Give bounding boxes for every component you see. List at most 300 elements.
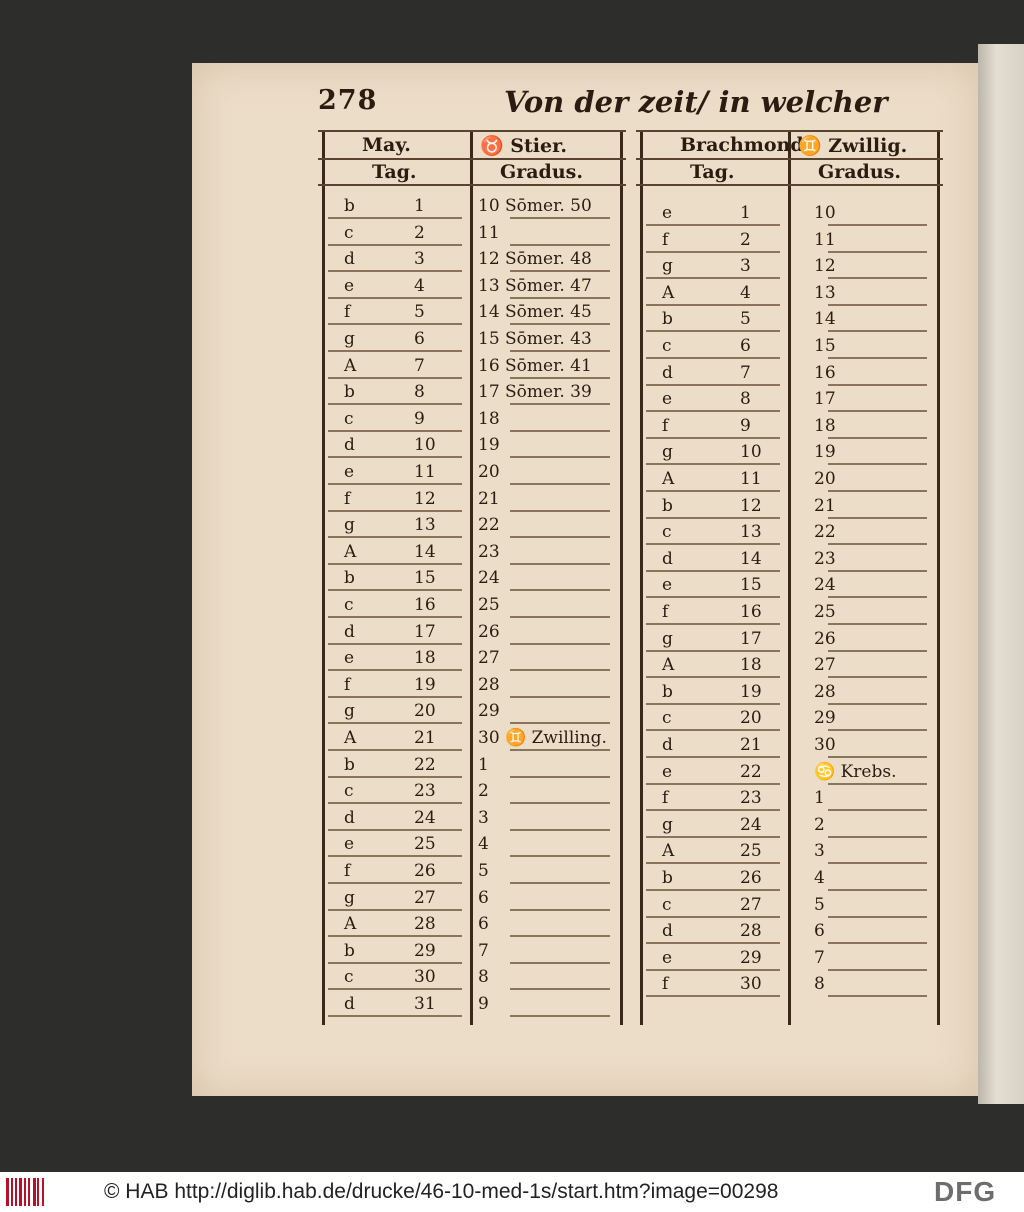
weekday-letter: e [344, 834, 355, 855]
row-rule [510, 323, 610, 325]
degree-value: 29 [478, 701, 500, 722]
row-rule [328, 510, 462, 512]
row-rule [828, 410, 927, 412]
day-number: 26 [414, 861, 436, 881]
day-number: 11 [740, 469, 762, 489]
day-number: 18 [740, 655, 762, 676]
day-number: 23 [414, 781, 436, 802]
day-number: 3 [740, 256, 751, 277]
row-rule [828, 224, 927, 226]
row-rule [828, 809, 927, 811]
row-rule [328, 1015, 462, 1017]
row-rule [646, 304, 780, 306]
row-rule [828, 596, 927, 598]
weekday-letter: d [344, 994, 355, 1014]
row-rule [828, 384, 927, 386]
weekday-letter: b [344, 568, 355, 589]
row-rule [510, 643, 610, 645]
row-rule [510, 722, 610, 724]
month-header: May. [362, 134, 411, 156]
weekday-letter: d [662, 548, 673, 569]
row-rule [328, 962, 462, 964]
row-rule [510, 217, 610, 219]
degree-value: 11 [478, 222, 500, 243]
row-rule [646, 836, 780, 838]
day-number: 4 [740, 282, 751, 303]
degree-value: 1 [814, 788, 825, 809]
degree-value: 24 [478, 568, 500, 589]
degree-value: 27 [478, 648, 500, 669]
day-number: 20 [414, 701, 436, 722]
row-rule [828, 437, 927, 439]
degree-value: 19 [814, 442, 836, 463]
degree-value: 6 [478, 914, 489, 935]
row-rule [328, 536, 462, 538]
degree-value: 1 [478, 754, 489, 775]
row-rule [510, 297, 610, 299]
logo-bar [42, 1178, 44, 1206]
day-number: 6 [740, 336, 751, 356]
degree-value: 28 [814, 681, 836, 702]
weekday-letter: d [662, 362, 673, 383]
row-rule [510, 669, 610, 671]
weekday-letter: f [344, 861, 351, 881]
day-header: Tag. [690, 161, 735, 183]
degree-value: 28 [478, 674, 500, 695]
day-number: 13 [414, 515, 436, 536]
weekday-letter: e [344, 462, 355, 482]
row-rule [328, 563, 462, 565]
logo-bar [6, 1178, 9, 1206]
day-number: 5 [740, 309, 751, 330]
day-number: 21 [740, 735, 762, 755]
degree-value: 24 [814, 575, 836, 596]
degree-value: 15 [814, 336, 836, 356]
weekday-letter: f [662, 229, 669, 250]
degree-value: 26 [478, 621, 500, 642]
degree-value: 17 Sōmer. 39 [478, 382, 592, 403]
day-number: 20 [740, 708, 762, 729]
degree-value: 21 [814, 495, 836, 516]
row-rule [828, 783, 927, 785]
degree-value: 12 Sōmer. 48 [478, 249, 592, 270]
day-number: 24 [414, 807, 436, 828]
row-rule [828, 304, 927, 306]
row-rule [510, 589, 610, 591]
degree-value: 13 Sōmer. 47 [478, 275, 592, 296]
row-rule [828, 836, 927, 838]
weekday-letter: g [662, 442, 673, 463]
row-rule [828, 543, 927, 545]
weekday-letter: b [662, 868, 673, 888]
header-rule [318, 158, 626, 160]
degree-value: 30 [814, 735, 836, 755]
day-number: 24 [740, 814, 762, 835]
row-rule [646, 703, 780, 705]
degree-value: 27 [814, 655, 836, 676]
row-rule [510, 962, 610, 964]
degree-value: 6 [814, 921, 825, 942]
weekday-letter: g [344, 329, 355, 349]
weekday-letter: f [662, 415, 669, 436]
degree-value: 17 [814, 389, 836, 410]
degree-value: 15 Sōmer. 43 [478, 329, 592, 349]
weekday-letter: d [344, 435, 355, 456]
row-rule [646, 224, 780, 226]
column-rule [620, 130, 623, 1025]
weekday-letter: d [344, 249, 355, 270]
weekday-letter: g [344, 887, 355, 908]
weekday-letter: d [344, 621, 355, 642]
logo-bar [33, 1178, 36, 1206]
row-rule [510, 616, 610, 618]
sign-header: ♊ Zwillig. [798, 135, 908, 157]
degree-value: 20 [478, 462, 500, 482]
row-rule [328, 802, 462, 804]
row-rule [510, 776, 610, 778]
weekday-letter: f [344, 302, 351, 323]
weekday-letter: c [662, 708, 672, 729]
row-rule [646, 676, 780, 678]
row-rule [646, 543, 780, 545]
row-rule [328, 616, 462, 618]
row-rule [510, 563, 610, 565]
row-rule [328, 696, 462, 698]
row-rule [828, 916, 927, 918]
logo-bar [19, 1178, 22, 1206]
weekday-letter: A [344, 914, 357, 935]
row-rule [328, 270, 462, 272]
day-number: 25 [414, 834, 436, 855]
degree-value: 19 [478, 435, 500, 456]
weekday-letter: c [344, 222, 354, 243]
row-rule [510, 749, 610, 751]
day-number: 8 [740, 389, 751, 410]
degree-value: 22 [478, 515, 500, 536]
page-number: 278 [318, 85, 378, 116]
row-rule [828, 650, 927, 652]
degree-value: 25 [478, 595, 500, 615]
header-rule [636, 130, 943, 132]
day-number: 9 [414, 408, 425, 429]
row-rule [646, 995, 780, 997]
degree-value: 11 [814, 229, 836, 250]
row-rule [328, 776, 462, 778]
column-rule [640, 130, 643, 1025]
day-number: 14 [740, 548, 762, 569]
day-number: 28 [414, 914, 436, 935]
row-rule [646, 862, 780, 864]
degree-value: 3 [814, 841, 825, 862]
row-rule [828, 889, 927, 891]
day-number: 7 [740, 362, 751, 383]
row-rule [828, 942, 927, 944]
day-number: 25 [740, 841, 762, 862]
row-rule [510, 696, 610, 698]
degree-value: 2 [478, 781, 489, 802]
row-rule [328, 377, 462, 379]
row-rule [646, 384, 780, 386]
row-rule [646, 330, 780, 332]
row-rule [646, 809, 780, 811]
weekday-letter: b [662, 495, 673, 516]
logo-bar [11, 1178, 13, 1206]
day-number: 6 [414, 329, 425, 349]
weekday-letter: e [662, 575, 673, 596]
weekday-letter: c [344, 595, 354, 615]
degree-value: 13 [814, 282, 836, 303]
weekday-letter: b [344, 382, 355, 403]
weekday-letter: A [662, 841, 675, 862]
row-rule [328, 882, 462, 884]
day-number: 19 [414, 674, 436, 695]
header-rule [636, 184, 943, 186]
day-number: 17 [414, 621, 436, 642]
degree-value: 4 [478, 834, 489, 855]
row-rule [510, 829, 610, 831]
row-rule [646, 570, 780, 572]
row-rule [328, 829, 462, 831]
row-rule [646, 623, 780, 625]
weekday-letter: f [344, 674, 351, 695]
day-number: 15 [740, 575, 762, 596]
row-rule [646, 650, 780, 652]
dfg-logo-icon: DFG [934, 1176, 997, 1207]
row-rule [828, 623, 927, 625]
row-rule [828, 676, 927, 678]
degree-value: 20 [814, 469, 836, 489]
row-rule [328, 855, 462, 857]
row-rule [646, 729, 780, 731]
source-credit[interactable]: © HAB http://diglib.hab.de/drucke/46-10-med-1s/start.htm?image=00298 [104, 1180, 779, 1203]
month-header: Brachmond. [680, 134, 811, 156]
day-number: 22 [414, 754, 436, 775]
row-rule [828, 570, 927, 572]
row-rule [510, 909, 610, 911]
degree-value: 6 [478, 887, 489, 908]
day-number: 17 [740, 628, 762, 649]
row-rule [828, 490, 927, 492]
row-rule [646, 437, 780, 439]
column-rule [322, 130, 325, 1025]
row-rule [828, 862, 927, 864]
day-number: 3 [414, 249, 425, 270]
day-number: 27 [414, 887, 436, 908]
weekday-letter: e [662, 203, 673, 223]
degree-value: 12 [814, 256, 836, 277]
row-rule [646, 277, 780, 279]
logo-bar [24, 1178, 26, 1206]
day-number: 10 [414, 435, 436, 456]
row-rule [510, 935, 610, 937]
day-number: 16 [414, 595, 436, 615]
weekday-letter: c [344, 408, 354, 429]
weekday-letter: g [344, 515, 355, 536]
row-rule [328, 323, 462, 325]
row-rule [328, 909, 462, 911]
day-number: 9 [740, 415, 751, 436]
row-rule [510, 403, 610, 405]
weekday-letter: c [344, 967, 354, 988]
day-number: 1 [414, 196, 425, 216]
row-rule [328, 722, 462, 724]
day-number: 2 [740, 229, 751, 250]
weekday-letter: f [662, 602, 669, 622]
day-number: 5 [414, 302, 425, 323]
degree-value: 18 [478, 408, 500, 429]
day-number: 29 [740, 947, 762, 968]
column-rule [937, 130, 940, 1025]
day-number: 12 [414, 488, 436, 509]
weekday-letter: A [662, 282, 675, 303]
day-number: 16 [740, 602, 762, 622]
day-number: 10 [740, 442, 762, 463]
weekday-letter: g [662, 256, 673, 277]
weekday-letter: c [662, 522, 672, 543]
degree-value: 8 [478, 967, 489, 988]
row-rule [828, 995, 927, 997]
facing-page-edge [978, 44, 1024, 1104]
row-rule [646, 251, 780, 253]
row-rule [328, 483, 462, 485]
day-number: 19 [740, 681, 762, 702]
degree-value: 29 [814, 708, 836, 729]
degree-header: Gradus. [500, 161, 583, 183]
row-rule [646, 463, 780, 465]
weekday-letter: b [662, 309, 673, 330]
row-rule [510, 456, 610, 458]
header-rule [636, 158, 943, 160]
logo-bar [37, 1178, 39, 1206]
weekday-letter: b [662, 681, 673, 702]
degree-value: 23 [814, 548, 836, 569]
row-rule [328, 244, 462, 246]
column-rule [788, 130, 791, 1025]
header-rule [318, 130, 626, 132]
row-rule [328, 988, 462, 990]
logo-bar [15, 1178, 17, 1206]
row-rule [510, 536, 610, 538]
row-rule [646, 916, 780, 918]
day-number: 18 [414, 648, 436, 669]
row-rule [828, 251, 927, 253]
row-rule [328, 589, 462, 591]
row-rule [646, 357, 780, 359]
row-rule [828, 703, 927, 705]
row-rule [510, 377, 610, 379]
weekday-letter: b [344, 940, 355, 961]
degree-value: 8 [814, 974, 825, 995]
weekday-letter: e [662, 947, 673, 968]
row-rule [328, 935, 462, 937]
sign-header: ♉ Stier. [480, 135, 567, 157]
degree-value: 16 Sōmer. 41 [478, 355, 592, 376]
row-rule [828, 729, 927, 731]
day-number: 11 [414, 462, 436, 482]
weekday-letter: g [344, 701, 355, 722]
degree-value: 18 [814, 415, 836, 436]
degree-value: 3 [478, 807, 489, 828]
day-number: 1 [740, 203, 751, 223]
row-rule [328, 456, 462, 458]
row-rule [328, 297, 462, 299]
row-rule [510, 350, 610, 352]
weekday-letter: A [344, 728, 357, 748]
degree-value: 21 [478, 488, 500, 509]
row-rule [646, 410, 780, 412]
row-rule [328, 350, 462, 352]
weekday-letter: d [662, 735, 673, 755]
day-number: 14 [414, 541, 436, 562]
weekday-letter: d [662, 921, 673, 942]
degree-value: 9 [478, 994, 489, 1014]
weekday-letter: A [344, 355, 357, 376]
weekday-letter: c [344, 781, 354, 802]
degree-value: ♋ Krebs. [814, 761, 897, 782]
row-rule [646, 889, 780, 891]
row-rule [646, 517, 780, 519]
row-rule [510, 882, 610, 884]
weekday-letter: e [344, 275, 355, 296]
degree-value: 30 ♊ Zwilling. [478, 728, 607, 748]
row-rule [828, 517, 927, 519]
degree-value: 5 [814, 894, 825, 915]
degree-value: 25 [814, 602, 836, 622]
day-number: 21 [414, 728, 436, 748]
row-rule [510, 244, 610, 246]
weekday-letter: b [344, 196, 355, 216]
weekday-letter: e [662, 389, 673, 410]
row-rule [646, 969, 780, 971]
degree-value: 26 [814, 628, 836, 649]
row-rule [828, 969, 927, 971]
day-number: 30 [414, 967, 436, 988]
day-number: 4 [414, 275, 425, 296]
degree-value: 5 [478, 861, 489, 881]
day-number: 30 [740, 974, 762, 995]
degree-value: 4 [814, 868, 825, 888]
weekday-letter: A [662, 469, 675, 489]
degree-value: 14 Sōmer. 45 [478, 302, 592, 323]
weekday-letter: e [344, 648, 355, 669]
day-number: 13 [740, 522, 762, 543]
day-number: 22 [740, 761, 762, 782]
row-rule [328, 430, 462, 432]
row-rule [328, 669, 462, 671]
day-number: 7 [414, 355, 425, 376]
row-rule [510, 988, 610, 990]
row-rule [646, 783, 780, 785]
weekday-letter: c [662, 336, 672, 356]
row-rule [328, 403, 462, 405]
row-rule [510, 855, 610, 857]
degree-value: 23 [478, 541, 500, 562]
row-rule [646, 596, 780, 598]
weekday-letter: A [344, 541, 357, 562]
running-head: Von der zeit/ in welcher [504, 85, 888, 119]
row-rule [510, 430, 610, 432]
degree-value: 7 [814, 947, 825, 968]
row-rule [328, 217, 462, 219]
header-rule [318, 184, 626, 186]
row-rule [328, 749, 462, 751]
weekday-letter: c [662, 894, 672, 915]
row-rule [646, 756, 780, 758]
day-header: Tag. [372, 161, 417, 183]
weekday-letter: f [344, 488, 351, 509]
day-number: 2 [414, 222, 425, 243]
degree-value: 2 [814, 814, 825, 835]
